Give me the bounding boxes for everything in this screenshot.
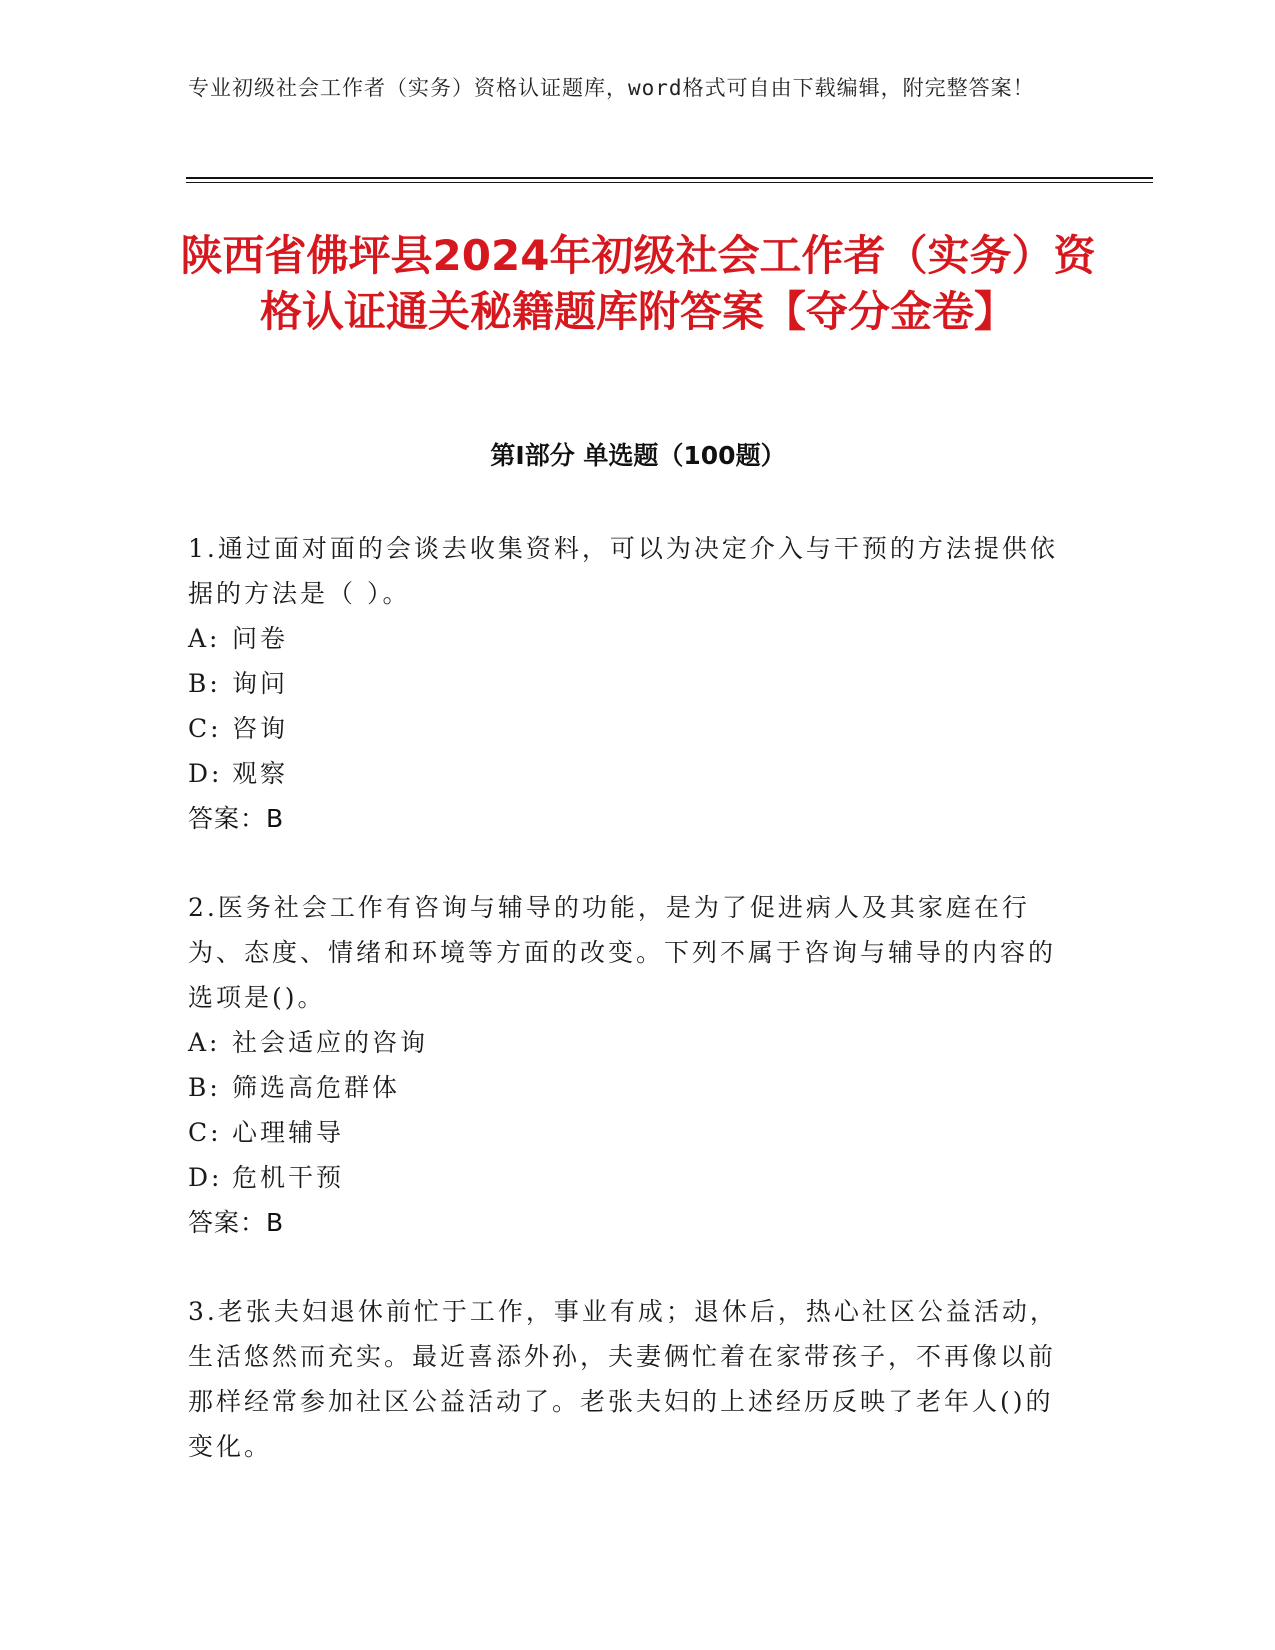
document-title: 陕西省佛坪县2024年初级社会工作者（实务）资格认证通关秘籍题库附答案【夺分金卷】 bbox=[180, 231, 1096, 336]
question-2 bbox=[188, 885, 1068, 1245]
question-text: 3.老张夫妇退休前忙于工作，事业有成；退休后，热心社区公益活动，生活悠然而充实。最近喜添外孙，夫妻俩忙着在家带孩子，不再像以前那样经常参加社区公益活动了。老张夫妇的上述经历反映了老年人()的变化。 bbox=[188, 1297, 1058, 1461]
option-c bbox=[188, 1110, 1068, 1155]
answer: 答案：B bbox=[188, 804, 285, 833]
option-a bbox=[188, 1020, 1068, 1065]
option-text: 问卷 bbox=[232, 624, 289, 653]
option-d bbox=[188, 1155, 1068, 1200]
option-text: 社会适应的咨询 bbox=[232, 1028, 429, 1057]
option-key: A: bbox=[188, 1028, 221, 1057]
option-a bbox=[188, 616, 1068, 661]
option-key: D: bbox=[188, 1163, 223, 1192]
answer: 答案：B bbox=[188, 1208, 285, 1237]
header-rule-thick bbox=[186, 177, 1153, 179]
option-text: 询问 bbox=[232, 669, 289, 698]
option-key: C: bbox=[188, 714, 222, 743]
header-rule-thin bbox=[186, 182, 1153, 183]
section-title: 第Ⅰ部分 单选题（100题） bbox=[490, 441, 786, 470]
question-1 bbox=[188, 526, 1068, 841]
option-b bbox=[188, 661, 1068, 706]
option-text: 心理辅导 bbox=[232, 1118, 345, 1147]
option-key: D: bbox=[188, 759, 223, 788]
question-text: 2.医务社会工作有咨询与辅导的功能，是为了促进病人及其家庭在行为、态度、情绪和环境等方面的改变。下列不属于咨询与辅导的内容的选项是()。 bbox=[188, 893, 1057, 1012]
question-3 bbox=[188, 1289, 1068, 1469]
question-list bbox=[188, 526, 1068, 1513]
option-key: B: bbox=[188, 669, 221, 698]
option-key: A: bbox=[188, 624, 221, 653]
option-text: 观察 bbox=[232, 759, 289, 788]
option-key: B: bbox=[188, 1073, 221, 1102]
option-text: 咨询 bbox=[232, 714, 289, 743]
option-c bbox=[188, 706, 1068, 751]
question-text: 1.通过面对面的会谈去收集资料，可以为决定介入与干预的方法提供依据的方法是（ ）。 bbox=[188, 534, 1058, 608]
option-text: 筛选高危群体 bbox=[232, 1073, 401, 1102]
header-note: 专业初级社会工作者（实务）资格认证题库，word格式可自由下载编辑，附完整答案！ bbox=[188, 76, 1035, 100]
option-text: 危机干预 bbox=[232, 1163, 345, 1192]
option-d bbox=[188, 751, 1068, 796]
option-key: C: bbox=[188, 1118, 222, 1147]
option-b bbox=[188, 1065, 1068, 1110]
